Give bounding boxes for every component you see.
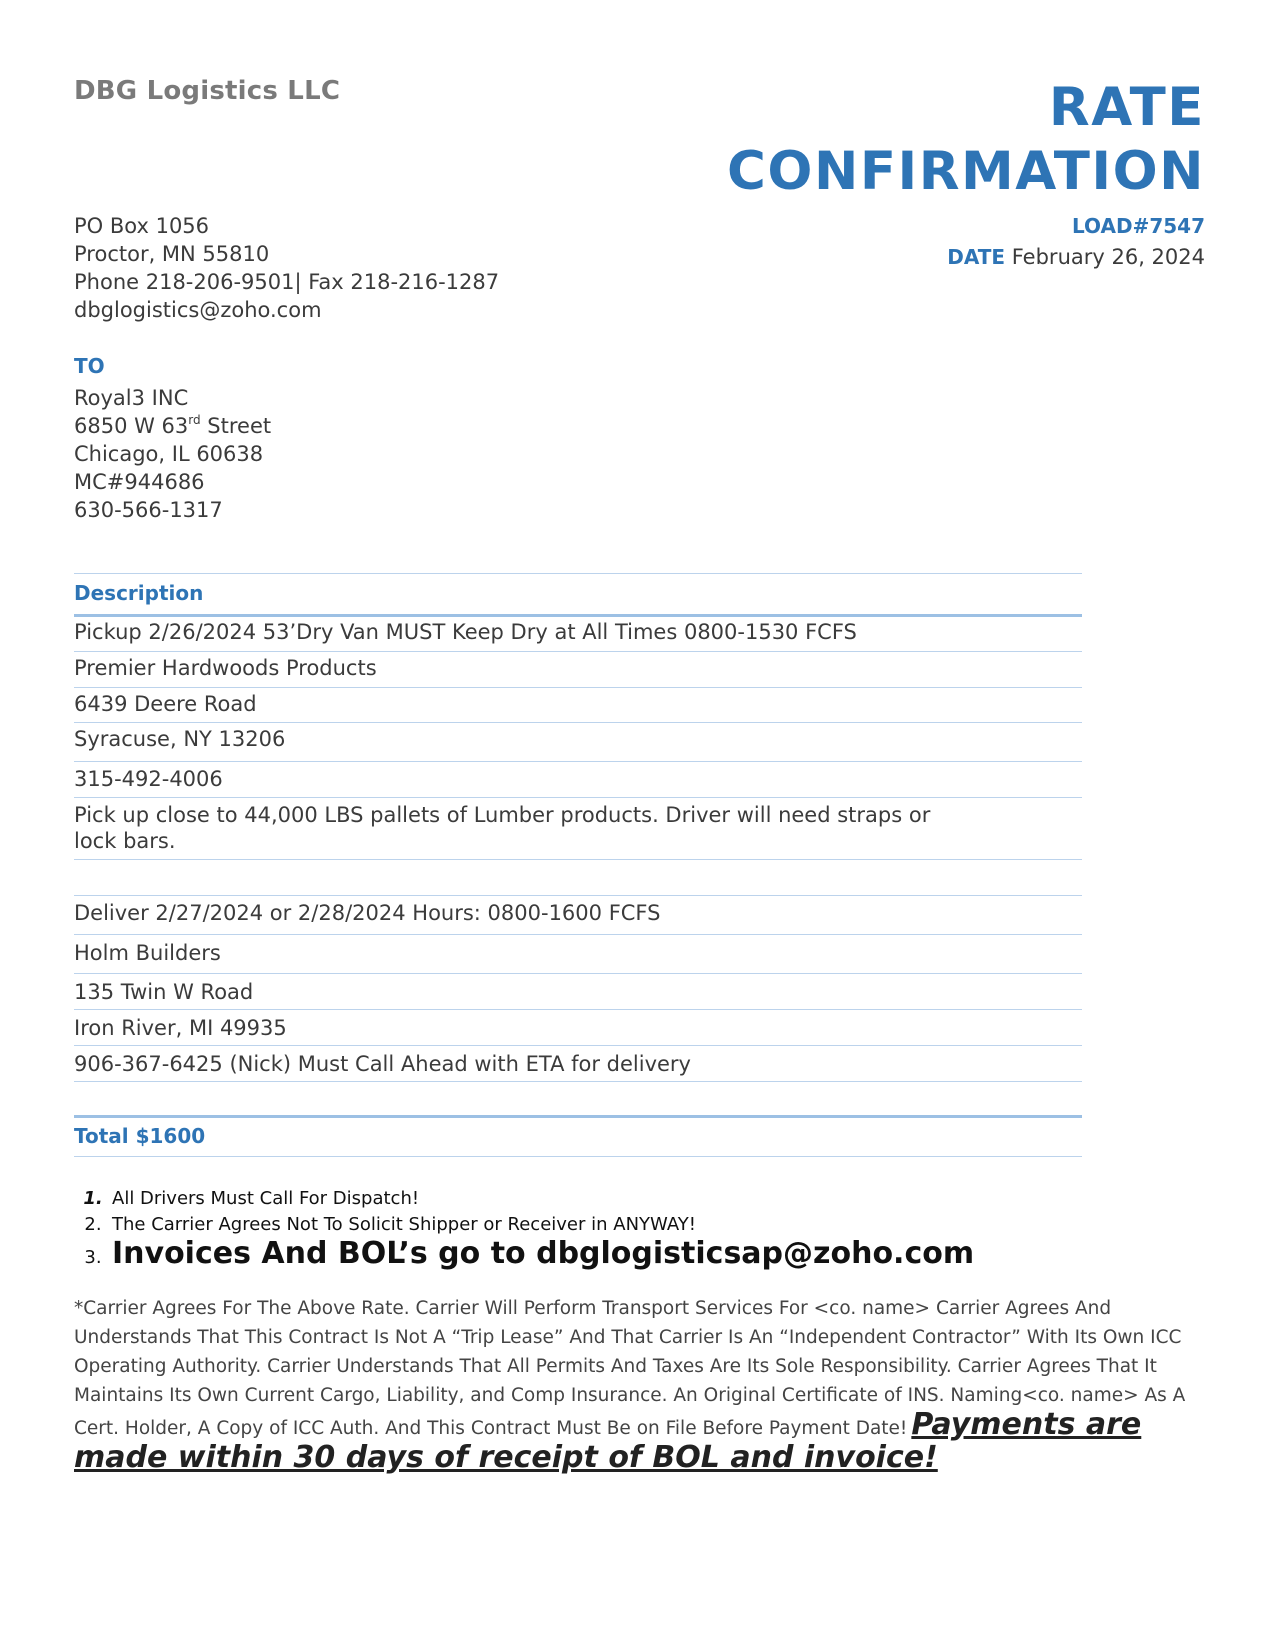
table-row: 135 Twin W Road <box>74 980 254 1004</box>
table-row: Pick up close to 44,000 LBS pallets of Lumber products. Driver will need straps or <box>74 803 931 827</box>
total-rule <box>74 1115 1082 1118</box>
document-title <box>727 76 1205 204</box>
recipient-phone: 630-566-1317 <box>74 498 223 522</box>
terms-paragraph <box>74 1294 1204 1476</box>
recipient-street: 6850 W 63rd Street <box>74 413 272 438</box>
table-row: Deliver 2/27/2024 or 2/28/2024 Hours: 0800-1600 FCFS <box>74 901 661 925</box>
sender-email: dbglogistics@zoho.com <box>74 298 322 322</box>
recipient-city: Chicago, IL 60638 <box>74 442 264 466</box>
load-number: LOAD#7547 <box>1072 214 1205 238</box>
date-line <box>947 245 1205 269</box>
list-item: 2. The Carrier Agrees Not To Solicit Shipper or Receiver in ANYWAY! <box>84 1214 696 1235</box>
sender-phone-fax: Phone 218-206-9501| Fax 218-216-1287 <box>74 270 500 294</box>
title-line-1: RATE <box>1048 77 1205 138</box>
sender-city: Proctor, MN 55810 <box>74 242 270 266</box>
header-rule <box>74 614 1082 617</box>
company-name: DBG Logistics LLC <box>74 76 341 106</box>
list-item: 3. Invoices And BOL’s go to dbglogisticsap@zoho.com <box>84 1236 975 1271</box>
list-item: 1. All Drivers Must Call For Dispatch! <box>83 1188 420 1209</box>
terms-text: *Carrier Agrees For The Above Rate. Carrier Will Perform Transport Services For <co. name> Carrier Agrees And Understands That This Contract Is Not A “Trip Lease” And That Carrier Is An “Independent Contractor” With Its Own ICC Operating Authority. Carrier Understands That All Permits And Taxes Are Its Sole Responsibility. Carrier Agrees That It Maintains Its Own Current Cargo, Liability, and Comp Insurance. An Original Certificate of INS. Naming<co. name> As A Cert. Holder, A Copy of ICC Auth. And This Contract Must Be on File Before Payment Date! <box>74 1298 1186 1439</box>
payment-note: Payments are made within 30 days of receipt of BOL and invoice! <box>74 1407 1142 1475</box>
table-row: 315-492-4006 <box>74 767 223 791</box>
table-row: Holm Builders <box>74 941 221 965</box>
table-rule <box>74 573 1082 574</box>
title-line-2: CONFIRMATION <box>727 141 1205 202</box>
table-row: Iron River, MI 49935 <box>74 1016 287 1040</box>
table-row: lock bars. <box>74 829 176 853</box>
date-label: DATE <box>947 245 1006 269</box>
date-value: February 26, 2024 <box>1011 245 1205 269</box>
sender-po-box: PO Box 1056 <box>74 214 210 238</box>
to-label: TO <box>74 354 105 378</box>
table-row: 6439 Deere Road <box>74 692 257 716</box>
table-row: Pickup 2/26/2024 53’Dry Van MUST Keep Dry at All Times 0800-1530 FCFS <box>74 620 857 644</box>
total-amount: Total $1600 <box>74 1124 206 1148</box>
description-header: Description <box>74 581 204 605</box>
table-row: Premier Hardwoods Products <box>74 656 377 680</box>
table-row: Syracuse, NY 13206 <box>74 727 286 751</box>
recipient-mc: MC#944686 <box>74 470 205 494</box>
recipient-block <box>74 384 271 524</box>
table-row: 906-367-6425 (Nick) Must Call Ahead with ETA for delivery <box>74 1052 691 1076</box>
sender-address <box>74 212 499 324</box>
recipient-name: Royal3 INC <box>74 386 189 410</box>
